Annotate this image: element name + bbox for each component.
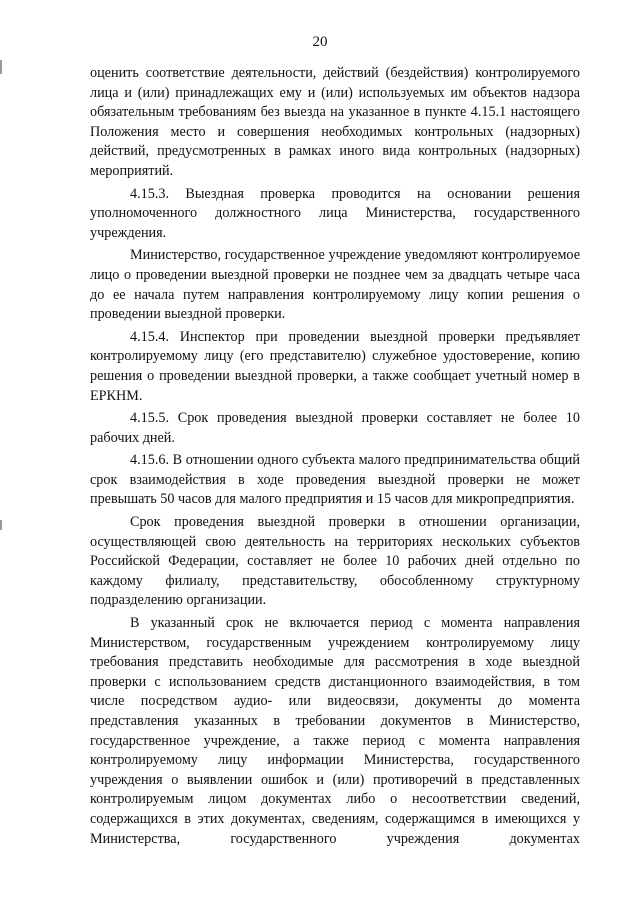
paragraph-term-exclusions: В указанный срок не включается период с момента направления Министерством, государственным учреждением контролируемому лицу требования представить необходимые для рассмотрения в ходе выездной проверки с использованием средств дистанционного взаимодействия, в том числе посредством аудио- или видеосвязи, документы до момента представления указанных в требовании документов в Министерство, государственное учреждение, а также период с момента направления контролируемому лицу информации Министерства, государственного учреждения о выявлении ошибок и (или) противоречий в представленных контролируемым лицом документах либо о несоответствии сведений, содержащихся в этих документах, сведениям, содержащимся в имеющихся у Министерства, государственного учреждения документах (90, 615, 580, 847)
paragraph-notification: Министерство, государственное учреждение уведомляют контролируемое лицо о проведении выездной проверки не позднее чем за двадцать четыре часа до ее начала путем направления контролируемому лицу копии решения о проведении выездной проверки. (90, 247, 580, 323)
page-number: 20 (312, 34, 328, 50)
paragraph-4-15-6: 4.15.6. В отношении одного субъекта малого предпринимательства общий срок взаимодействия в ходе проведения выездной проверки не может превышать 50 часов для малого предприятия и 15 часов для микропредприятия. (90, 452, 580, 508)
scan-edge-mark (0, 60, 2, 74)
paragraph-term-branches: Срок проведения выездной проверки в отношении организации, осуществляющей свою деятельность на территориях нескольких субъектов Российской Федерации, составляет не более 10 рабочих дней отдельно по каждому филиалу, представительству, обособленному структурному подразделению организации. (90, 514, 580, 609)
paragraph-continuation: оценить соответствие деятельности, действий (бездействия) контролируемого лица и (или) принадлежащих ему и (или) используемых им объектов надзора обязательным требованиям без выезда на указанное в пункте 4.15.1 настоящего Положения место и совершения необходимых контрольных (надзорных) действий, предусмотренных в рамках иного вида контрольных (надзорных) мероприятий. (90, 65, 580, 179)
document-body (90, 64, 580, 852)
paragraph-4-15-4: 4.15.4. Инспектор при проведении выездной проверки предъявляет контролируемому лицу (его представителю) служебное удостоверение, копию решения о проведении выездной проверки, а также сообщает учетный номер в ЕРКНМ. (90, 328, 580, 404)
scan-edge-mark (0, 520, 2, 530)
paragraph-4-15-5: 4.15.5. Срок проведения выездной проверки составляет не более 10 рабочих дней. (90, 410, 580, 446)
paragraph-4-15-3: 4.15.3. Выездная проверка проводится на основании решения уполномоченного должностного лица Министерства, государственного учреждения. (90, 185, 580, 241)
